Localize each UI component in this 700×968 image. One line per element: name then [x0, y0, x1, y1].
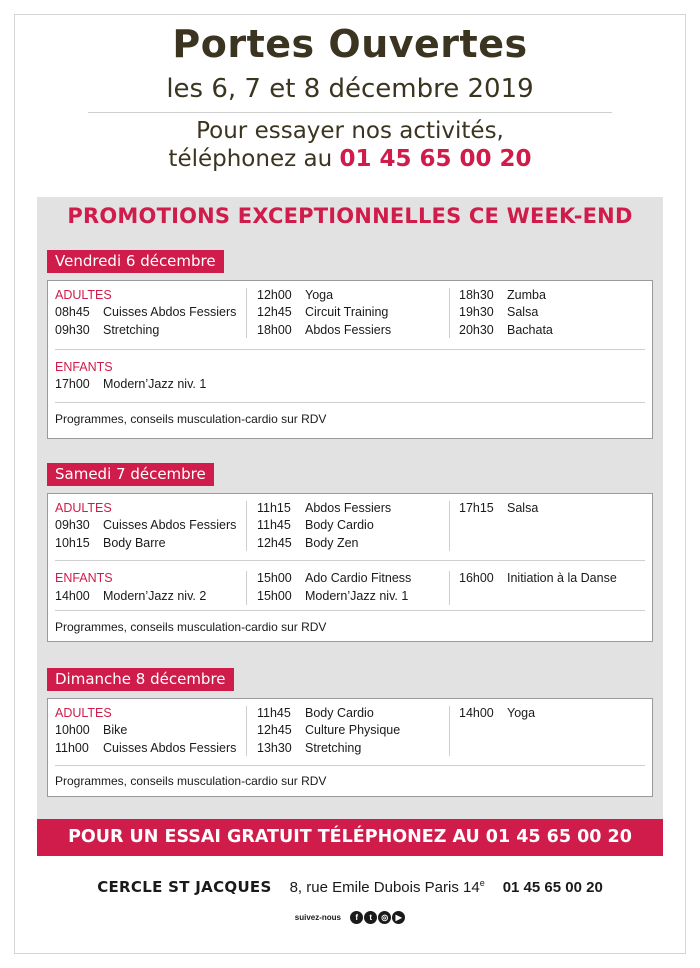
- class-entry: 18h30 Zumba: [459, 288, 546, 302]
- class-entry: 11h00 Cuisses Abdos Fessiers: [55, 741, 237, 755]
- facebook-icon[interactable]: f: [350, 911, 363, 924]
- rdv-note: Programmes, conseils musculation-cardio sur RDV: [55, 774, 327, 788]
- row-divider: [55, 560, 645, 561]
- class-entry: 17h15 Salsa: [459, 501, 539, 515]
- column-divider: [449, 571, 450, 605]
- column-divider: [246, 288, 247, 338]
- class-entry: 11h45 Body Cardio: [257, 706, 374, 720]
- row-divider: [55, 349, 645, 350]
- row-divider: [55, 402, 645, 403]
- column-divider: [246, 571, 247, 605]
- schedule-box-dimanche: [47, 698, 653, 797]
- class-entry: 16h00 Initiation à la Danse: [459, 571, 617, 585]
- class-entry: 10h15 Body Barre: [55, 536, 166, 550]
- class-entry: 08h45 Cuisses Abdos Fessiers: [55, 305, 237, 319]
- column-divider: [449, 706, 450, 756]
- youtube-icon[interactable]: ▶: [392, 911, 405, 924]
- enfants-label: ENFANTS: [55, 360, 113, 374]
- class-entry: 09h30 Cuisses Abdos Fessiers: [55, 518, 237, 532]
- footer: [0, 878, 700, 896]
- column-divider: [246, 501, 247, 551]
- row-divider: [55, 610, 645, 611]
- column-divider: [449, 288, 450, 338]
- instagram-icon[interactable]: ◎: [378, 911, 391, 924]
- event-dates: les 6, 7 et 8 décembre 2019: [166, 74, 534, 104]
- essay-line-1: Pour essayer nos activités,: [196, 118, 504, 144]
- divider: [88, 112, 612, 113]
- page-title: Portes Ouvertes: [172, 22, 528, 66]
- class-entry: 13h30 Stretching: [257, 741, 362, 755]
- promotions-title: PROMOTIONS EXCEPTIONNELLES CE WEEK-END: [67, 204, 633, 228]
- class-entry: 15h00 Modern’Jazz niv. 1: [257, 589, 409, 603]
- class-entry: 19h30 Salsa: [459, 305, 539, 319]
- class-entry: 11h45 Body Cardio: [257, 518, 374, 532]
- essay-prefix: téléphonez au: [168, 146, 333, 172]
- day-heading-samedi: Samedi 7 décembre: [47, 463, 214, 486]
- enfants-label: ENFANTS: [55, 571, 113, 585]
- column-divider: [246, 706, 247, 756]
- class-entry: 11h15 Abdos Fessiers: [257, 501, 392, 515]
- class-entry: 18h00 Abdos Fessiers: [257, 323, 392, 337]
- essay-line-2: [0, 146, 700, 172]
- twitter-icon[interactable]: t: [364, 911, 377, 924]
- class-entry: 10h00 Bike: [55, 723, 128, 737]
- class-entry: 12h45 Circuit Training: [257, 305, 389, 319]
- follow-label: suivez-nous: [294, 912, 341, 922]
- club-name: CERCLE ST JACQUES: [97, 878, 272, 896]
- rdv-note: Programmes, conseils musculation-cardio sur RDV: [55, 412, 327, 426]
- class-entry: 14h00 Yoga: [459, 706, 536, 720]
- class-entry: 20h30 Bachata: [459, 323, 553, 337]
- adultes-label: ADULTES: [55, 288, 112, 302]
- column-divider: [449, 501, 450, 551]
- rdv-note: Programmes, conseils musculation-cardio sur RDV: [55, 620, 327, 634]
- schedule-box-vendredi: [47, 280, 653, 439]
- class-entry: 12h00 Yoga: [257, 288, 334, 302]
- class-entry: 14h00 Modern’Jazz niv. 2: [55, 589, 207, 603]
- adultes-label: ADULTES: [55, 706, 112, 720]
- footer-phone-link[interactable]: 01 45 65 00 20: [502, 879, 603, 896]
- day-heading-dimanche: Dimanche 8 décembre: [47, 668, 234, 691]
- class-entry: 17h00 Modern’Jazz niv. 1: [55, 377, 207, 391]
- social-follow: [0, 911, 700, 924]
- schedule-box-samedi: [47, 493, 653, 642]
- header-phone-link[interactable]: 01 45 65 00 20: [339, 146, 532, 172]
- day-heading-vendredi: Vendredi 6 décembre: [47, 250, 224, 273]
- class-entry: 12h45 Body Zen: [257, 536, 359, 550]
- free-trial-banner: POUR UN ESSAI GRATUIT TÉLÉPHONEZ AU 01 45 65 00 20: [37, 819, 663, 856]
- adultes-label: ADULTES: [55, 501, 112, 515]
- class-entry: 12h45 Culture Physique: [257, 723, 401, 737]
- row-divider: [55, 765, 645, 766]
- class-entry: 09h30 Stretching: [55, 323, 160, 337]
- club-address: 8, rue Emile Dubois Paris 14e: [289, 878, 485, 896]
- class-entry: 15h00 Ado Cardio Fitness: [257, 571, 412, 585]
